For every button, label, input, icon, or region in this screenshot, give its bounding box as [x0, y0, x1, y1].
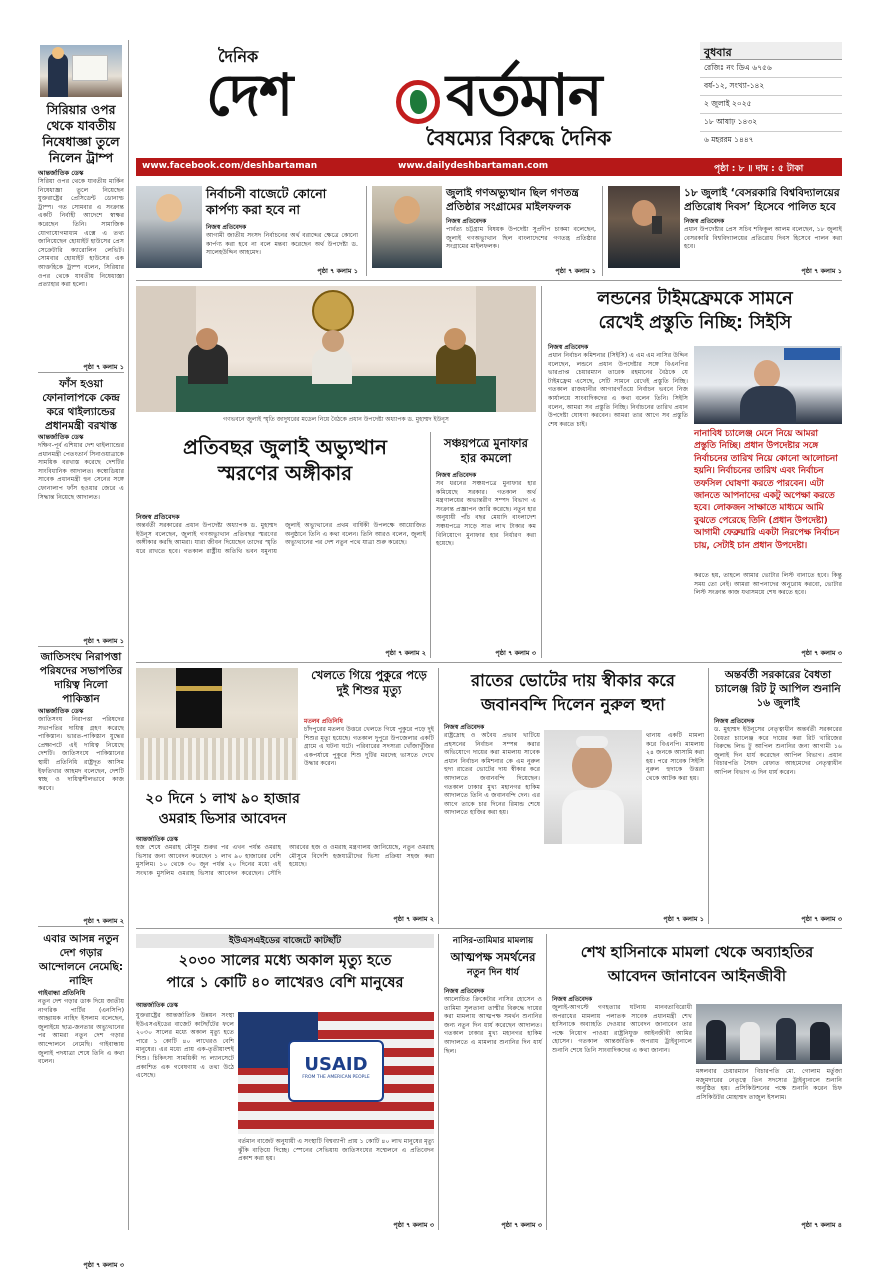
umrah-byline: আন্তর্জাতিক ডেস্ক — [136, 836, 178, 843]
pond-byline: মতলব প্রতিনিধি — [304, 718, 343, 725]
usaid-kicker-text: ইউএসএইডের বাজেটে কাটছাঁট — [228, 936, 342, 946]
top-story-2 — [372, 184, 596, 276]
umrah-cont: পৃষ্ঠা ৭ কলাম ২ — [393, 915, 434, 923]
usaid-byline: আন্তর্জাতিক ডেস্ক — [136, 1002, 178, 1009]
cec-headline-1: লন্ডনের টাইমফ্রেমকে সামনে — [597, 289, 793, 309]
huda-byline: নিজস্ব প্রতিবেদক — [444, 724, 485, 731]
hasina-headline-2: আবেদন জানাবেন আইনজীবী — [607, 967, 787, 985]
cec-photo-caption: নানাবিধ চ্যালেঞ্জ মেনে নিয়ে আমরা প্রস্তুতি নিচ্ছি। প্রধান উপদেষ্টার সঙ্গে নির্বাচনের তারিখ নিয়ে কোনো আলোচনা হয়নি। নির্বাচনের তারিখ এবং নির্বাচন তফসিল ঘোষণা করতে পারবেন। এটা জানতে আপনাদের একটু অপেক্ষা করতে হবে। লোকজন সাক্ষাতে মাধ্যমে আমি বুঝতে পেরেছে তিনি (প্রধান উপদেষ্টা) আগামী ফেব্রুয়ারি একটা নিরপেক্ষ নির্বাচন চায়, সেটাই চান প্রধান উপদেষ্টা। — [694, 429, 840, 551]
hasina-byline: নিজস্ব প্রতিবেদক — [552, 996, 593, 1003]
kaaba-photo — [136, 668, 298, 780]
top-story-2-cont: পৃষ্ঠা ৭ কলাম ১ — [555, 267, 596, 275]
pond-body: চাঁদপুরের মতলব উত্তরে খেলতে গিয়ে পুকুরে পড়ে দুই শিশুর মৃত্যু হয়েছে। গতকাল দুপুরে উপজেলার একটি গ্রামে এ ঘটনা ঘটে। পরিবারের সদস্যরা খোঁজাখুঁজির একপর্যায়ে পুকুরে শিশু দুটির মরদেহ ভাসতে দেখে উদ্ধার করেন। — [304, 726, 434, 768]
hasina-cont: পৃষ্ঠা ৭ কলাম ৪ — [801, 1221, 842, 1229]
sidebar-story2-byline: আন্তর্জাতিক ডেস্ক — [38, 433, 84, 441]
shafiqul-photo — [608, 186, 680, 268]
usaid-kicker — [136, 934, 434, 948]
date-bn: ১৮ আষাঢ় ১৪৩২ — [700, 114, 842, 132]
writ-body: ড. মুহাম্মদ ইউনূসের নেতৃত্বাধীন অন্তর্বর্তী সরকারের বৈধতা চ্যালেঞ্জ করে দায়ের করা রিট খারিজের বিরুদ্ধে লিভ টু আপিল শুনানির জন্য আগামী ১৬ জুলাই দিন ধার্য করেছেন আপিল বিভাগ। প্রধান বিচারপতি সৈয়দ রেফাত আহমেদের নেতৃত্বাধীন আপিল বিভাগ এ দিন ধার্য করেন। — [714, 726, 842, 776]
lead-photo-caption: গণভবনে জুলাই স্মৃতি জাদুঘরের মডেল নিয়ে বৈঠকে প্রধান উপদেষ্টা অধ্যাপক ড. মুহাম্মদ ইউনূস — [223, 416, 449, 423]
side-story-headline: সঞ্চয়পত্রে মুনাফার হার কমলো — [444, 436, 528, 465]
usaid-logo-sub: FROM THE AMERICAN PEOPLE — [302, 1075, 370, 1080]
cec-body-2: করতে হয়, তাহলে আমার ভোটার লিস্ট বানাতে হবে। কিন্তু সময় তো নেই। আমরা আপনাদের অনুরোধ করবো, ভোটার লিস্ট সংক্রান্ত কাজ যথাসময়ে শেষ করতে হবে। — [694, 572, 842, 597]
usaid-body-2: বর্তমান বাজেট অনুযায়ী এ সংস্থাটি বিশ্বব্যাপী প্রায় ১ কোটি ৪০ লাখ মানুষের মৃত্যু ঝুঁকি বাড়িয়ে দিচ্ছে। স্পেনের সেভিয়ায় জাতিসংঘের সম্মেলনে এ প্রতিবেদন প্রকাশ করা হয়। — [238, 1138, 434, 1163]
nasir-headline-2: নতুন দিন ধার্য — [466, 967, 519, 978]
huda-body: রাষ্ট্রদ্রোহ ও অবৈধ প্রভাব খাটিয়ে প্রহসনের নির্বাচন সম্পন্ন করার অভিযোগে দায়ের করা মামলায় সাবেক প্রধান নির্বাচন কমিশনার কে এম নুরুল হুদা রাতের ভোটের দায় স্বীকার করে আদালতে জবানবন্দি দিয়েছেন। গতকাল ঢাকার মুখ্য মহানগর হাকিম আদালতে তিনি এ জবানবন্দি দেন। এর আগে তাকে চার দিনের রিমান্ড শেষে আদালতে হাজির করা হয়। — [444, 732, 540, 817]
top-story-1 — [136, 184, 361, 276]
masthead-name-right: বর্তমান — [446, 61, 602, 129]
top-story-3-body: প্রধান উপদেষ্টার প্রেস সচিব শফিকুল আলম বলেছেন, ১৮ জুলাই বেসরকারি বিশ্ববিদ্যালয়ের প্রতিরোধ দিবস হিসেবে পালন করা হবে। — [684, 226, 842, 251]
top-story-1-body: আগামী জাতীয় সংসদ নির্বাচনের অর্থ বরাদ্দের ক্ষেত্রে কোনো কার্পণ্য করা হবে না বলে মন্তব্য করেছেন অর্থ উপদেষ্টা ড. সালেহউদ্দিন আহমেদ। — [206, 232, 358, 257]
huda-body-2: থানায় একটি মামলা করে বিএনপি। মামলায় ২৪ জনকে আসামি করা হয়। পরে সাবেক সিইসি নুরুল হুদাকে উত্তরা থেকে আটক করা হয়। — [646, 732, 704, 782]
usaid-photo — [238, 1012, 434, 1134]
sidebar-story3-headline: জাতিসংঘ নিরাপত্তা পরিষদের সভাপতির দায়িত্ব নিলো পাকিস্তান — [39, 651, 123, 705]
facebook-link[interactable]: www.facebook.com/deshbartaman — [142, 161, 318, 171]
nurul-huda-photo — [544, 730, 642, 844]
top-story-3-headline: ১৮ জুলাই ‘বেসরকারি বিশ্ববিদ্যালয়ের প্রতিরোধ দিবস’ হিসেবে পালিত হবে — [684, 187, 840, 213]
usaid-body: যুক্তরাষ্ট্রের আন্তর্জাতিক উন্নয়ন সংস্থা ইউএসএইডের বাজেট কাটছাঁটের ফলে ২০৩০ সালের মধ্যে অকাল মৃত্যু হতে পারে ১ কোটি ৪০ লাখেরও বেশি মানুষের। এর মধ্যে প্রায় এক-তৃতীয়াংশই শিশু। চিকিৎসা সাময়িকী দ্য ল্যানসেটে প্রকাশিত এক গবেষণায় এ তথ্য উঠে এসেছে। — [136, 1012, 234, 1080]
umrah-body: হজ শেষে ওমরাহ মৌসুম শুরুর পর এখন পর্যন্ত ওমরাহ ভিসার জন্য আবেদন করেছেন ১ লাখ ৯০ হাজারের বেশি মুসলিম। ১০ থেকে ৩০ জুন পর্যন্ত ২০ দিনের মধ্যে এই সংখ্যক মুসলিম ওমরাহ ভিসার আবেদন করেছেন। সৌদি আরবের হজ ও ওমরাহ মন্ত্রণালয় জানিয়েছে, নতুন ওমরাহ মৌসুমে বিদেশি হজযাত্রীদের ভিসা প্রক্রিয়া সহজ করা হয়েছে। — [136, 844, 434, 877]
main-story-byline: নিজস্ব প্রতিবেদক — [136, 513, 180, 521]
pond-headline: খেলতে গিয়ে পুকুরে পড়ে দুই শিশুর মৃত্যু — [311, 668, 427, 697]
main-story-headline-2: স্মরণের অঙ্গীকার — [217, 461, 353, 485]
supradip-photo — [372, 186, 442, 268]
huda-cont: পৃষ্ঠা ৭ কলাম ১ — [663, 915, 704, 923]
nasir-cont: পৃষ্ঠা ৭ কলাম ৩ — [501, 1221, 542, 1229]
sidebar-story4-headline: এবার আসন্ন নতুন দেশ গড়ার আন্দোলনে নেমেছি: নাহিদ — [38, 933, 124, 987]
sidebar-story3-byline: আন্তর্জাতিক ডেস্ক — [38, 707, 84, 715]
tribunal-photo — [696, 1004, 842, 1064]
nasir-kicker: নাসির-তামিমার মামলায় — [452, 936, 534, 946]
cec-cont: পৃষ্ঠা ৭ কলাম ৩ — [801, 649, 842, 657]
top-story-2-body: পার্বত্য চট্টগ্রাম বিষয়ক উপদেষ্টা সুপ্রদীপ চাকমা বলেছেন, জুলাই গণঅভ্যুত্থান ছিল বাংলাদেশের গণতন্ত্র প্রতিষ্ঠার সংগ্রামের মাইলফলক। — [446, 226, 596, 251]
hasina-body-2: মঙ্গলবার চেয়ারম্যান বিচারপতি মো. গোলাম মর্তুজা মজুমদারের নেতৃত্বে তিন সদস্যের ট্রাইব্যুনালে শুনানি অনুষ্ঠিত হয়। প্রসিকিউশনের পক্ষে শুনানি করেন চিফ প্রসিকিউটর মোহাম্মদ তাজুল ইসলাম। — [696, 1068, 842, 1101]
writ-cont: পৃষ্ঠা ৭ কলাম ৩ — [801, 915, 842, 923]
nasir-headline-1: আত্মপক্ষ সমর্থনের — [450, 950, 536, 964]
sidebar-story2-headline: ফাঁস হওয়া ফোনালাপকে কেন্দ্র করে থাইল্যান্ডের প্রধানমন্ত্রী বরখাস্ত — [42, 378, 120, 432]
sidebar-story1-headline: সিরিয়ার ওপর থেকে যাবতীয় নিষেধাজ্ঞা তুলে নিলেন ট্রাম্প — [42, 102, 120, 165]
top-story-3 — [608, 184, 842, 276]
sidebar-story1-body: সিরিয়া ওপর থেকে যাবতীয় মার্কিন নিষেধাজ্ঞা তুলে নিয়েছেন যুক্তরাষ্ট্রের প্রেসিডেন্ট ডোনাল্ড ট্রাম্প। গত সোমবার এ সংক্রান্ত একটি নির্বাহী আদেশে স্বাক্ষর করেছেন তিনি। সামাজিক যোগাযোগমাধ্যম এক্সে এ তথ্য জানিয়েছেন হোয়াইট হাউসের প্রেস সেক্রেটারি ক্যারোলিন লেভিট। সোমবার হোয়াইট হাউসের এক আক্তহিকে ট্রাম্প বলেন, সিরিয়ার ওপর থেকে যাবতীয় নিষেধাজ্ঞা প্রত্যাহার করা হলো। — [38, 178, 124, 289]
masthead — [200, 42, 680, 152]
lead-photo — [136, 286, 536, 412]
sidebar-story2-body: দক্ষিণ-পূর্ব এশিয়ার দেশ থাইল্যান্ডের প্রধানমন্ত্রী পেতংতার্ন সিনাওয়াত্রাকে সাময়িক বরখাস্ত করেছে দেশটির সাংবিধানিক আদালত। কম্বোডিয়ার সাবেক প্রধানমন্ত্রী হুন সেনের সঙ্গে ফোনালাপ ফাঁস হওয়ার জেরে এ সিদ্ধান্ত নিয়েছে আদালত। — [38, 442, 125, 501]
side-story-cont: পৃষ্ঠা ৭ কলাম ৩ — [495, 649, 536, 657]
sidebar-story1-cont: পৃষ্ঠা ৭ কলাম ১ — [83, 363, 124, 371]
top-story-1-cont: পৃষ্ঠা ৭ কলাম ১ — [317, 267, 358, 275]
side-story-body: সব ধরনের সঞ্চয়পত্রে মুনাফার হার কমিয়েছে সরকার। গতকাল অর্থ মন্ত্রণালয়ের অভ্যন্তরীণ সম্পদ বিভাগ এ সংক্রান্ত প্রজ্ঞাপন জারি করেছে। নতুন হার অনুযায়ী পাঁচ বছর মেয়াদি বাংলাদেশ সঞ্চয়পত্রে সাড়ে সাত লাখ টাকার কম বিনিয়োগে মুনাফার হার নির্ধারণ করা হয়েছে। — [436, 480, 536, 548]
side-story-byline: নিজস্ব প্রতিবেদক — [436, 472, 477, 479]
sidebar-story4-body: নতুন দেশ গড়ার ডাক দিয়ে জাতীয় নাগরিক পার্টির (এনসিপি) আহ্বায়ক নাহিদ ইসলাম বলেছেন, জুলাইয়ে ছাত্র-জনতার অভ্যুত্থানের পর আমরা নতুন দেশ গড়ার আন্দোলনে নেমেছি। গাইবান্ধায় জুলাই পদযাত্রা শেষে তিনি এ কথা বলেন। — [38, 998, 124, 1066]
huda-headline-2: জবানবন্দি দিলেন নুরুল হুদা — [481, 695, 665, 714]
top-story-3-byline: নিজস্ব প্রতিবেদক — [684, 218, 725, 225]
date-box — [700, 42, 842, 154]
url-stripe — [136, 158, 842, 176]
website-link[interactable]: www.dailydeshbartaman.com — [398, 161, 549, 171]
writ-headline: অন্তর্বর্তী সরকারের বৈধতা চ্যালেঞ্জ রিট টু আপিল শুনানি ১৬ জুলাই — [715, 669, 841, 709]
sidebar-story4-byline: গাইবান্ধা প্রতিনিধি — [38, 989, 86, 997]
cec-body: প্রধান নির্বাচন কমিশনার (সিইসি) এ এম এম নাসির উদ্দিন বলেছেন, লন্ডনে প্রধান উপদেষ্টার সঙ্গে বিএনপির ভারপ্রাপ্ত চেয়ারম্যান তারেক রহমানের বৈঠকে যে টাইমফ্রেম এসেছে, সেটি সামনে রেখেই প্রস্তুতি নিচ্ছি। গতকাল রাজধানীর আগারগাঁওয়ে নির্বাচন ভবনে নিজ কার্যালয়ে সাংবাদিকদের এ কথা বলেন তিনি। সিইসি বলেন, আমরা সব প্রস্তুতি নিচ্ছি। নির্বাচনের তারিখ প্রধান উপদেষ্টা ঘোষণা করবেন। আমরা তার আগে সব প্রস্তুতি শেষ করতে চাই। — [548, 352, 688, 428]
reg-no: রেজিঃ নং ডিএ ৬৭৫৬ — [700, 60, 842, 78]
day: বুধবার — [700, 42, 842, 60]
hasina-body: জুলাই-আগস্টে গণহত্যার ঘটনায় মানবতাবিরোধী অপরাধের মামলায় পলাতক সাবেক প্রধানমন্ত্রী শেখ হাসিনাকে অব্যাহতি দেওয়ার আবেদন জানাবেন তার পক্ষে নিয়োগ পাওয়া রাষ্ট্রনিযুক্ত আইনজীবী আমির হোসেন। গতকাল আন্তর্জাতিক অপরাধ ট্রাইব্যুনালে শুনানি শেষে তিনি সাংবাদিকদের এ কথা জানান। — [552, 1004, 692, 1054]
trump-photo — [40, 45, 122, 97]
top-story-1-byline: নিজস্ব প্রতিবেদক — [206, 224, 247, 231]
masthead-prefix: দৈনিক — [218, 47, 259, 66]
hasina-headline-1: শেখ হাসিনাকে মামলা থেকে অব্যাহতির — [580, 943, 814, 961]
umrah-headline-2: ওমরাহ ভিসার আবেদন — [158, 811, 287, 827]
main-story-body: অন্তর্বর্তী সরকারের প্রধান উপদেষ্টা অধ্যাপক ড. মুহাম্মদ ইউনূস বলেছেন, জুলাই গণঅভ্যুত্থান প্রতিবছর স্মরণের অঙ্গীকার করছি আমরা। যারা জীবন দিয়েছেন তাদের স্মৃতি ধরে রাখতে হবে। গতকাল রাষ্ট্রীয় অতিথি ভবন যমুনায় জুলাই অভ্যুত্থানের প্রথম বার্ষিকী উপলক্ষে আয়োজিত অনুষ্ঠানে তিনি এ কথা বলেন। তিনি আরও বলেন, জুলাই অভ্যুত্থানের পর দেশ নতুন পথে যাত্রা শুরু করেছে। — [136, 522, 426, 555]
cec-byline: নিজস্ব প্রতিবেদক — [548, 344, 589, 351]
sidebar-story3-body: জাতিসংঘ নিরাপত্তা পরিষদের সভাপতির দায়িত্ব গ্রহণ করেছে পাকিস্তান। ভারত-পাকিস্তান যুদ্ধের প্রেক্ষাপটে এই দায়িত্ব নিয়েছে দেশটি। জাতিসংঘে পাকিস্তানের স্থায়ী প্রতিনিধি রাষ্ট্রদূত আসিম ইফতিখার আহমদ বলেছেন, দেশটি স্বচ্ছ ও দায়িত্বশীলভাবে কাজ করবে। — [38, 716, 124, 792]
main-story-headline-1: প্রতিবছর জুলাই অভ্যুত্থান — [183, 435, 387, 459]
nasir-body: আলোচিত ক্রিকেটার নাসির হোসেন ও তামিমা সুলতানা তাম্মীর বিরুদ্ধে দায়ের করা মামলায় আত্মপক্ষ সমর্থন শুনানির জন্য নতুন দিন ধার্য করেছেন আদালত। গতকাল ঢাকার মুখ্য মহানগর হাকিম আদালতে এ মামলার শুনানির দিন ধার্য ছিল। — [444, 996, 542, 1055]
usaid-headline-1: ২০৩০ সালের মধ্যে অকাল মৃত্যু হতে — [178, 953, 392, 969]
masthead-name-left: দেশ — [206, 61, 293, 129]
date-en: ২ জুলাই ২০২৫ — [700, 96, 842, 114]
nasir-byline: নিজস্ব প্রতিবেদক — [444, 988, 485, 995]
top-story-2-byline: নিজস্ব প্রতিবেদক — [446, 218, 487, 225]
salehuddin-photo — [136, 186, 202, 268]
umrah-headline-1: ২০ দিনে ১ লাখ ৯০ হাজার — [145, 791, 300, 807]
top-story-3-cont: পৃষ্ঠা ৭ কলাম ১ — [801, 267, 842, 275]
sidebar — [38, 40, 125, 1269]
sidebar-story2-cont: পৃষ্ঠা ৭ কলাম ১ — [83, 637, 124, 645]
top-story-2-headline: জুলাই গণঅভ্যুত্থান ছিল গণতন্ত্র প্রতিষ্ঠার সংগ্রামের মাইলফলক — [446, 187, 579, 213]
sidebar-story1-byline: আন্তর্জাতিক ডেস্ক — [38, 169, 84, 177]
masthead-slogan: বৈষম্যের বিরুদ্ধে দৈনিক — [426, 126, 612, 150]
top-story-1-headline: নির্বাচনী বাজেটে কোনো কার্পণ্য করা হবে না — [206, 186, 327, 217]
huda-headline-1: রাতের ভোটের দায় স্বীকার করে — [471, 671, 675, 690]
sidebar-story4-cont: পৃষ্ঠা ৭ কলাম ৩ — [83, 1261, 124, 1269]
usaid-logo-text: USAID — [304, 1054, 368, 1075]
sidebar-story3-cont: পৃষ্ঠা ৭ কলাম ২ — [83, 917, 124, 925]
cec-photo — [694, 346, 842, 424]
usaid-cont: পৃষ্ঠা ৭ কলাম ৩ — [393, 1221, 434, 1229]
cec-headline-2: রেখেই প্রস্তুতি নিচ্ছি: সিইসি — [598, 313, 792, 333]
main-story-cont: পৃষ্ঠা ৭ কলাম ২ — [385, 649, 426, 657]
usaid-headline-2: পারে ১ কোটি ৪০ লাখেরও বেশি মানুষের — [166, 975, 404, 991]
page-price: পৃষ্ঠা : ৮ ॥ দাম : ৫ টাকা — [714, 164, 804, 174]
writ-byline: নিজস্ব প্রতিবেদক — [714, 718, 755, 725]
date-hijri: ৬ মহররম ১৪৪৭ — [704, 135, 754, 144]
bangladesh-map-logo — [396, 80, 440, 124]
volume: বর্ষ-১২, সংখ্যা-১৪২ — [700, 78, 842, 96]
usaid-logo — [288, 1040, 384, 1102]
